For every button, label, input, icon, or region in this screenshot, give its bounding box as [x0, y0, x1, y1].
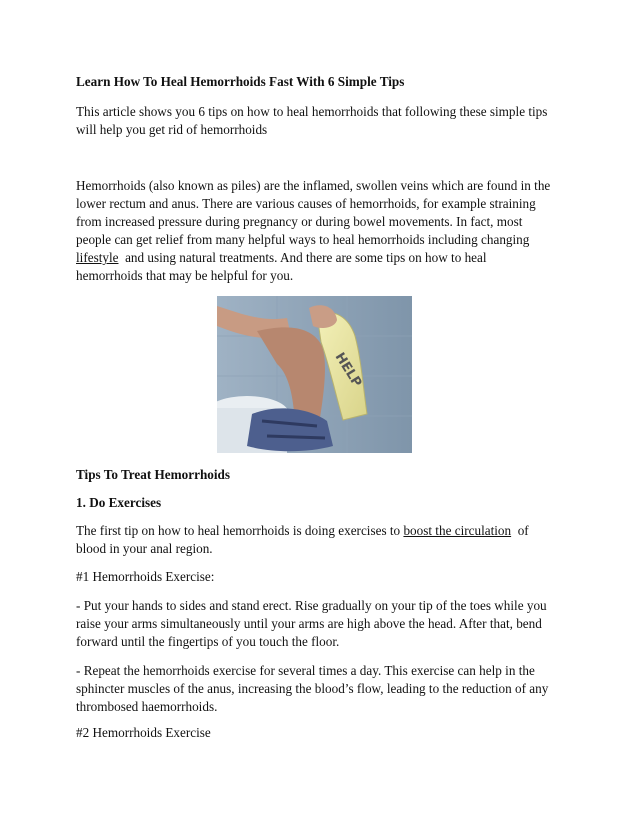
section-heading: Tips To Treat Hemorrhoids: [76, 467, 231, 482]
paragraph-line: Hemorrhoids (also known as piles) are the inflamed, swollen veins which are found in the: [76, 178, 551, 193]
paragraph-line: [76, 522, 529, 540]
tip-heading: 1. Do Exercises: [76, 495, 162, 510]
paragraph-line: blood in your anal region.: [76, 541, 213, 556]
lifestyle-link[interactable]: lifestyle: [76, 250, 119, 265]
toilet-paper-help-illustration: [217, 296, 412, 453]
paragraph-line: sphincter muscles of the anus, increasing the blood’s flow, leading to the reduction of any: [76, 681, 549, 696]
paragraph-text: and using natural treatments. And there are some tips on how to heal: [118, 250, 487, 265]
intro-line: This article shows you 6 tips on how to heal hemorrhoids that following these simple tips: [76, 104, 548, 119]
paragraph-line: hemorrhoids that may be helpful for you.: [76, 268, 294, 283]
paragraph-line: [76, 249, 487, 267]
paragraph-text: of: [511, 523, 529, 538]
paragraph-line: - Repeat the hemorrhoids exercise for several times a day. This exercise can help in the: [76, 663, 535, 678]
intro-line: will help you get rid of hemorrhoids: [76, 122, 268, 137]
article-image: [217, 296, 412, 453]
exercise-heading: #2 Hemorrhoids Exercise: [76, 725, 211, 740]
exercise-heading: #1 Hemorrhoids Exercise:: [76, 569, 215, 584]
paragraph-line: raise your arms simultaneously until your arms are high above the head. After that, bend: [76, 616, 542, 631]
paragraph-line: thrombosed haemorrhoids.: [76, 699, 218, 714]
article-title: Learn How To Heal Hemorrhoids Fast With 6 Simple Tips: [76, 74, 405, 89]
paragraph-line: people can get relief from many helpful ways to heal hemorrhoids including changing: [76, 232, 530, 247]
paragraph-line: from increased pressure during pregnancy or during bowel movements. In fact, most: [76, 214, 523, 229]
paragraph-line: - Put your hands to sides and stand erect. Rise gradually on your tip of the toes while you: [76, 598, 547, 613]
paragraph-text: The first tip on how to heal hemorrhoids is doing exercises to: [76, 523, 404, 538]
paragraph-line: lower rectum and anus. There are various causes of hemorrhoids, for example straining: [76, 196, 536, 211]
paragraph-line: forward until the fingertips of you touch the floor.: [76, 634, 340, 649]
boost-circulation-link[interactable]: boost the circulation: [403, 523, 512, 538]
paper-help-text: HELP: [331, 350, 365, 390]
